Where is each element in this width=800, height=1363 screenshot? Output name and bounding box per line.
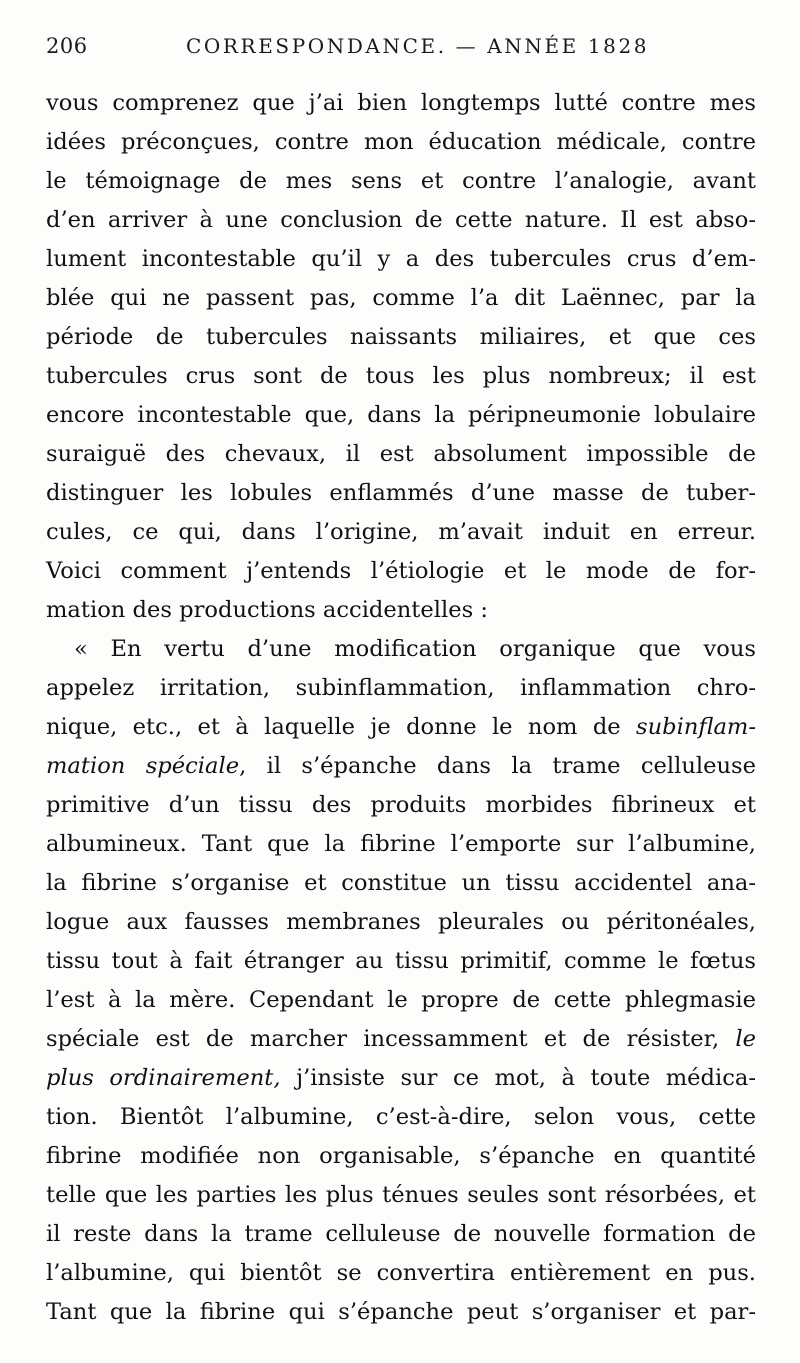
text-line: le témoignage de mes sens et contre l’analogie, avant — [46, 168, 756, 194]
text-line: période de tubercules naissants miliaires, et que ces — [46, 324, 756, 350]
text-line — [46, 1020, 756, 1059]
text-line: d’en arriver à une conclusion de cette nature. Il est abso- — [46, 207, 756, 233]
text-line: il reste dans la trame celluleuse de nouvelle formation de — [46, 1221, 756, 1247]
text-line: la fibrine s’organise et constitue un tissu accidentel ana- — [46, 870, 756, 896]
text-run: j’insiste sur ce mot, à toute médica- — [280, 1065, 756, 1091]
text-line — [46, 708, 756, 747]
page-header — [46, 34, 756, 66]
text-line: encore incontestable que, dans la péripneumonie lobulaire — [46, 402, 756, 428]
text-line: albumineux. Tant que la fibrine l’emporte sur l’albumine, — [46, 831, 756, 857]
text-line: blée qui ne passent pas, comme l’a dit Laënnec, par la — [46, 285, 756, 311]
text-line: Voici comment j’entends l’étiologie et le mode de for- — [46, 558, 756, 584]
text-run: , il s’épanche dans la trame celluleuse — [239, 753, 756, 779]
text-line: tion. Bientôt l’albumine, c’est-à-dire, selon vous, cette — [46, 1104, 756, 1130]
text-line: vous comprenez que j’ai bien longtemps lutté contre mes — [46, 90, 756, 116]
text-line: telle que les parties les plus ténues seules sont résorbées, et — [46, 1182, 756, 1208]
text-run: spéciale est de marcher incessamment et de résister, — [46, 1026, 720, 1052]
text-line: primitive d’un tissu des produits morbides fibrineux et — [46, 792, 756, 818]
text-line: appelez irritation, subinflammation, inflammation chro- — [46, 675, 756, 701]
text-line: l’est à la mère. Cependant le propre de cette phlegmasie — [46, 987, 756, 1013]
text-line: l’albumine, qui bientôt se convertira entièrement en pus. — [46, 1260, 756, 1286]
text-line: tissu tout à fait étranger au tissu primitif, comme le fœtus — [46, 948, 756, 974]
text-line: logue aux fausses membranes pleurales ou péritonéales, — [46, 909, 756, 935]
italic-run: subinflam- — [636, 714, 756, 740]
text-line: lument incontestable qu’il y a des tubercules crus d’em- — [46, 246, 756, 272]
text-line: cules, ce qui, dans l’origine, m’avait induit en erreur. — [46, 519, 756, 545]
text-line: tubercules crus sont de tous les plus nombreux; il est — [46, 363, 756, 389]
text-line — [46, 1059, 756, 1098]
italic-run: mation spéciale — [46, 753, 240, 779]
italic-run: le — [735, 1026, 757, 1052]
body-text — [46, 84, 756, 1332]
text-line: idées préconçues, contre mon éducation médicale, contre — [46, 129, 756, 155]
page-number: 206 — [46, 34, 88, 58]
italic-run: plus ordinairement, — [46, 1065, 281, 1091]
text-line: fibrine modifiée non organisable, s’épanche en quantité — [46, 1143, 756, 1169]
text-line: distinguer les lobules enflammés d’une masse de tuber- — [46, 480, 756, 506]
text-line: mation des productions accidentelles : — [46, 597, 488, 623]
text-line — [46, 747, 756, 786]
text-line: Tant que la fibrine qui s’épanche peut s’organiser et par- — [46, 1299, 756, 1325]
text-run: nique, etc., et à laquelle je donne le nom de — [46, 714, 621, 740]
text-line: « En vertu d’une modification organique que vous — [74, 636, 756, 662]
text-line: suraiguë des chevaux, il est absolument impossible de — [46, 441, 756, 467]
running-title: CORRESPONDANCE. — ANNÉE 1828 — [186, 34, 650, 58]
